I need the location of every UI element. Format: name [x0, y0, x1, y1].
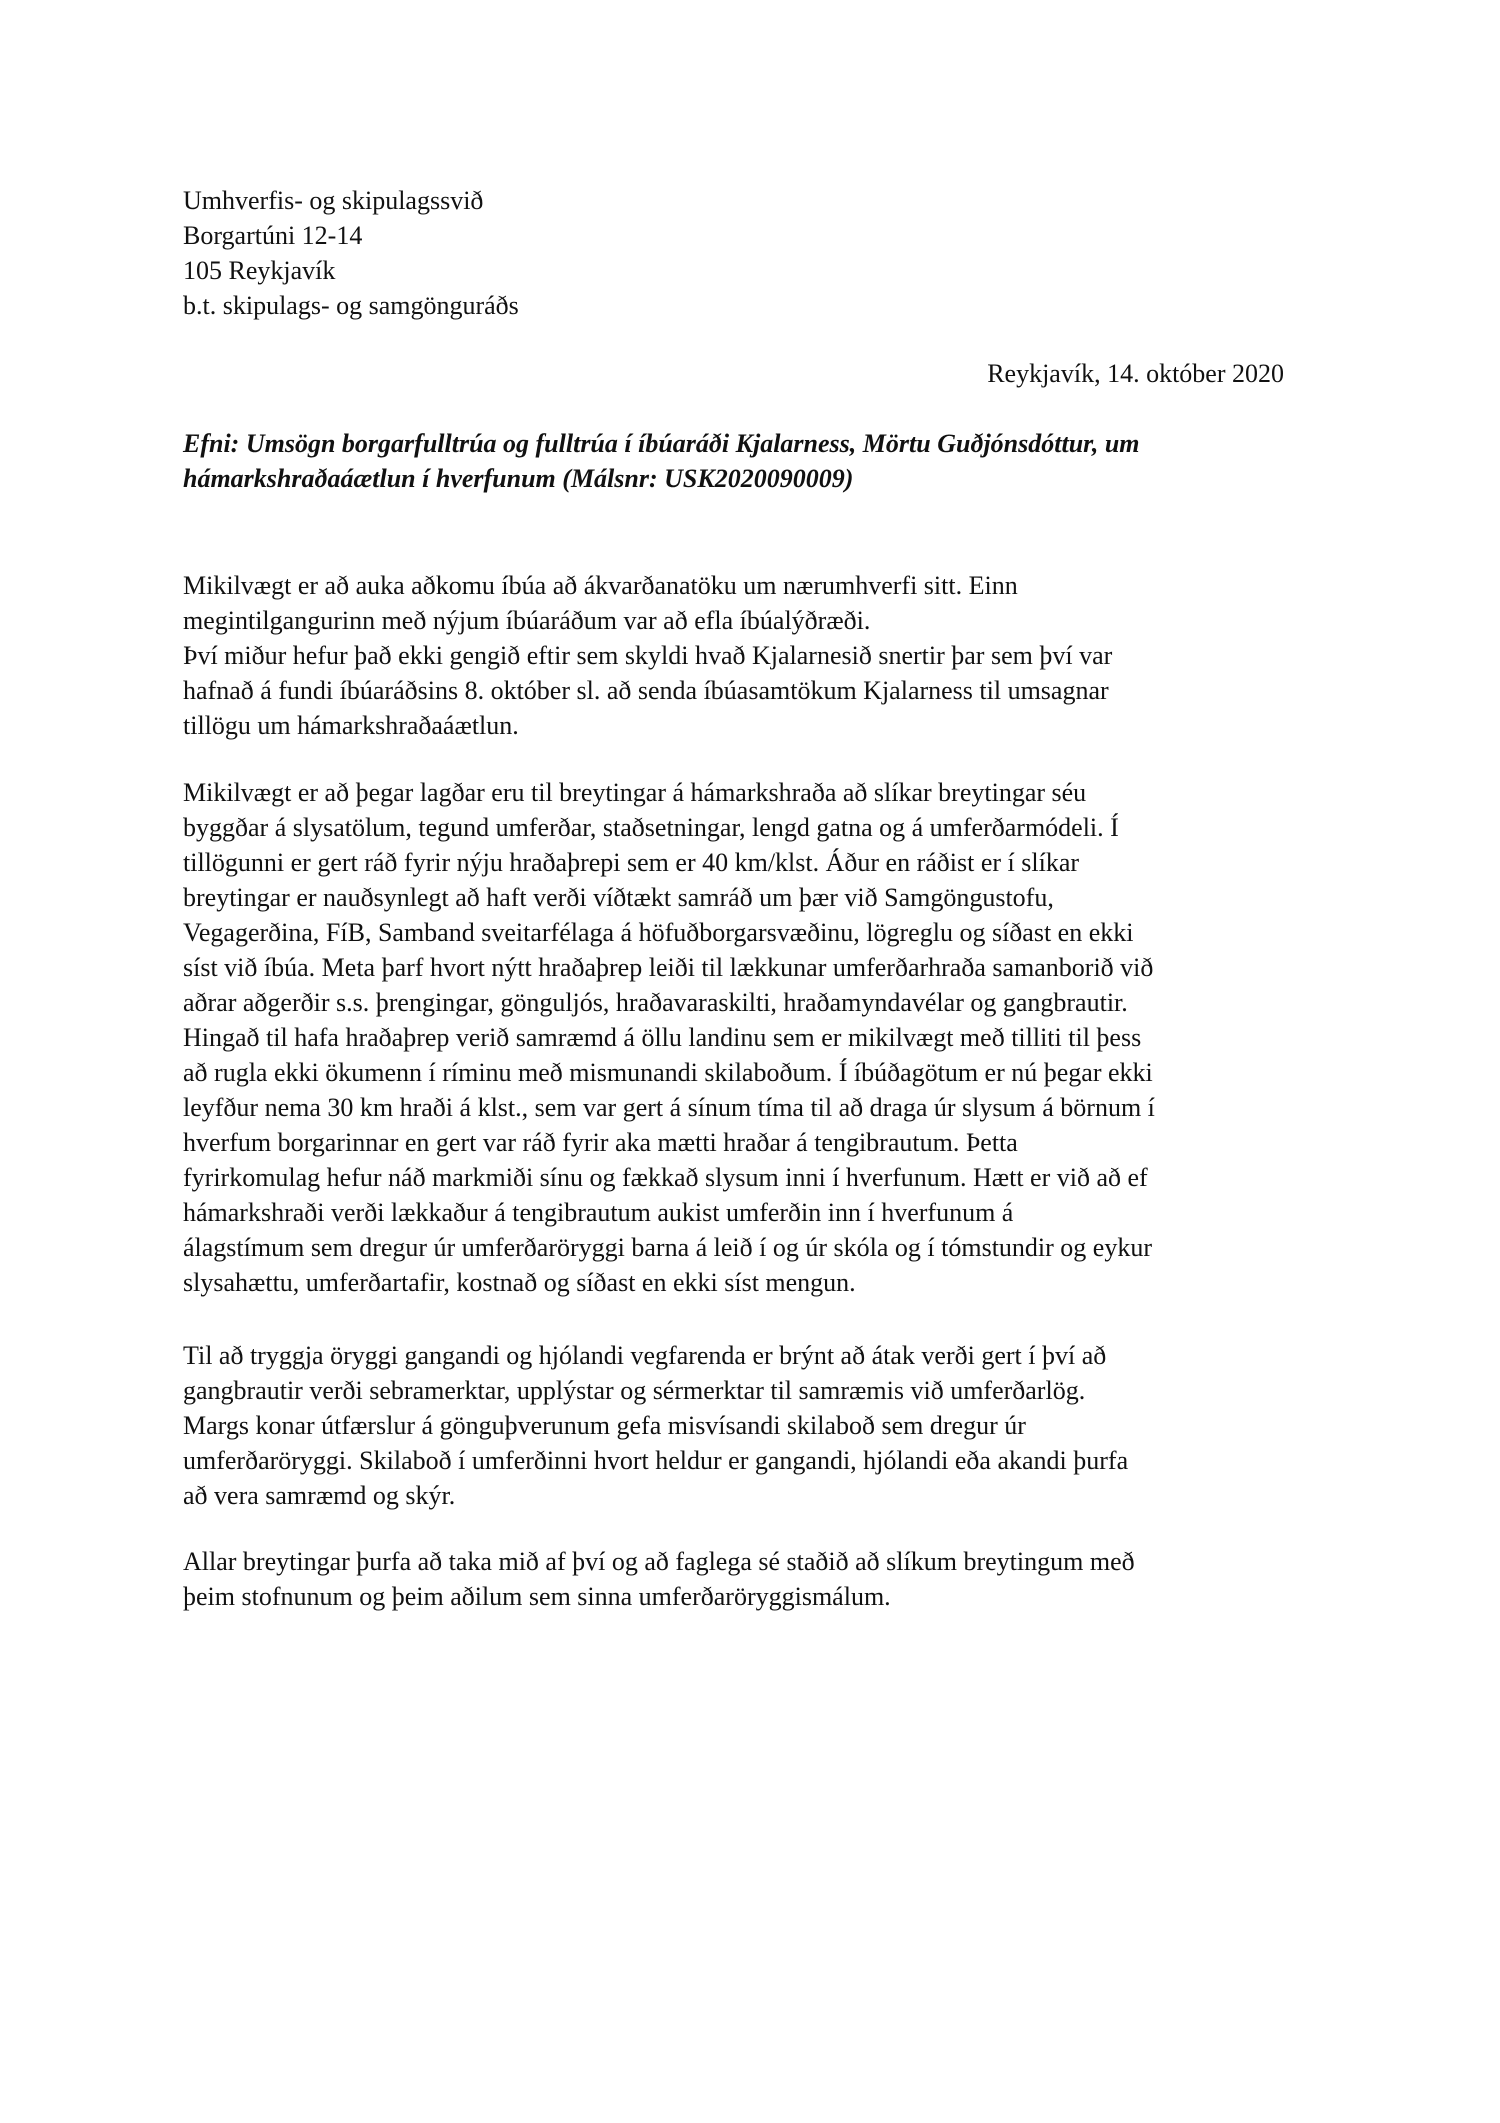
paragraph-4: [183, 1544, 1135, 1614]
text-line: Því miður hefur það ekki gengið eftir sem skyldi hvað Kjalarnesið snertir þar sem því var: [183, 641, 1113, 670]
letter-subject: [183, 426, 1140, 496]
text-line: tillögunni er gert ráð fyrir nýju hraðaþrepi sem er 40 km/klst. Áður en ráðist er í slíkar: [183, 848, 1080, 877]
text-line: hámarkshraði verði lækkaður á tengibrautum aukist umferðin inn í hverfunum á: [183, 1198, 1014, 1227]
address-line: Umhverfis- og skipulagssvið: [183, 186, 484, 215]
text-line: megintilgangurinn með nýjum íbúaráðum var að efla íbúalýðræði.: [183, 606, 871, 635]
subject-line: hámarkshraðaáætlun í hverfunum (Málsnr: USK2020090009): [183, 464, 854, 493]
text-line: gangbrautir verði sebramerktar, upplýstar og sérmerktar til samræmis við umferðarlög.: [183, 1376, 1086, 1405]
text-line: breytingar er nauðsynlegt að haft verði víðtækt samráð um þær við Samgöngustofu,: [183, 883, 1054, 912]
text-line: byggðar á slysatölum, tegund umferðar, staðsetningar, lengd gatna og á umferðarmódeli. Í: [183, 813, 1119, 842]
text-line: fyrirkomulag hefur náð markmiði sínu og fækkað slysum inni í hverfunum. Hætt er við að ef: [183, 1163, 1148, 1192]
text-line: tillögu um hámarkshraðaáætlun.: [183, 711, 519, 740]
text-line: að rugla ekki ökumenn í ríminu með mismunandi skilaboðum. Í íbúðagötum er nú þegar ekki: [183, 1058, 1153, 1087]
text-line: umferðaröryggi. Skilaboð í umferðinni hvort heldur er gangandi, hjólandi eða akandi þurfa: [183, 1446, 1129, 1475]
text-line: hverfum borgarinnar en gert var ráð fyrir aka mætti hraðar á tengibrautum. Þetta: [183, 1128, 1018, 1157]
text-line: slysahættu, umferðartafir, kostnað og síðast en ekki síst mengun.: [183, 1268, 856, 1297]
letter-date: Reykjavík, 14. október 2020: [987, 359, 1284, 388]
text-line: aðrar aðgerðir s.s. þrengingar, gönguljós, hraðavaraskilti, hraðamyndavélar og gangbrautir.: [183, 988, 1128, 1017]
text-line: Margs konar útfærslur á gönguþverunum gefa misvísandi skilaboð sem dregur úr: [183, 1411, 1026, 1440]
address-line: Borgartúni 12-14: [183, 221, 363, 250]
text-line: Mikilvægt er að þegar lagðar eru til breytingar á hámarkshraða að slíkar breytingar séu: [183, 778, 1087, 807]
text-line: Hingað til hafa hraðaþrep verið samræmd á öllu landinu sem er mikilvægt með tilliti til þess: [183, 1023, 1142, 1052]
text-line: að vera samræmd og skýr.: [183, 1481, 456, 1510]
text-line: leyfður nema 30 km hraði á klst., sem var gert á sínum tíma til að draga úr slysum á börnum í: [183, 1093, 1155, 1122]
text-line: álagstímum sem dregur úr umferðaröryggi barna á leið í og úr skóla og í tómstundir og eykur: [183, 1233, 1152, 1262]
subject-line: Efni: Umsögn borgarfulltrúa og fulltrúa í íbúaráði Kjalarness, Mörtu Guðjónsdóttur, um: [183, 429, 1140, 458]
text-line: Vegagerðina, FíB, Samband sveitarfélaga á höfuðborgarsvæðinu, lögreglu og síðast en ekki: [183, 918, 1134, 947]
paragraph-1: [183, 568, 1112, 743]
text-line: Allar breytingar þurfa að taka mið af því og að faglega sé staðið að slíkum breytingum með: [183, 1547, 1135, 1576]
text-line: hafnað á fundi íbúaráðsins 8. október sl. að senda íbúasamtökum Kjalarness til umsagnar: [183, 676, 1109, 705]
paragraph-3: [183, 1338, 1128, 1513]
text-line: Til að tryggja öryggi gangandi og hjólandi vegfarenda er brýnt að átak verði gert í því að: [183, 1341, 1107, 1370]
recipient-address: [183, 183, 519, 323]
address-line: b.t. skipulags- og samgönguráðs: [183, 291, 519, 320]
text-line: síst við íbúa. Meta þarf hvort nýtt hraðaþrep leiði til lækkunar umferðarhraða samanborið við: [183, 953, 1154, 982]
paragraph-2: [183, 775, 1155, 1300]
address-line: 105 Reykjavík: [183, 256, 336, 285]
text-line: þeim stofnunum og þeim aðilum sem sinna umferðaröryggismálum.: [183, 1582, 891, 1611]
text-line: Mikilvægt er að auka aðkomu íbúa að ákvarðanatöku um nærumhverfi sitt. Einn: [183, 571, 1018, 600]
